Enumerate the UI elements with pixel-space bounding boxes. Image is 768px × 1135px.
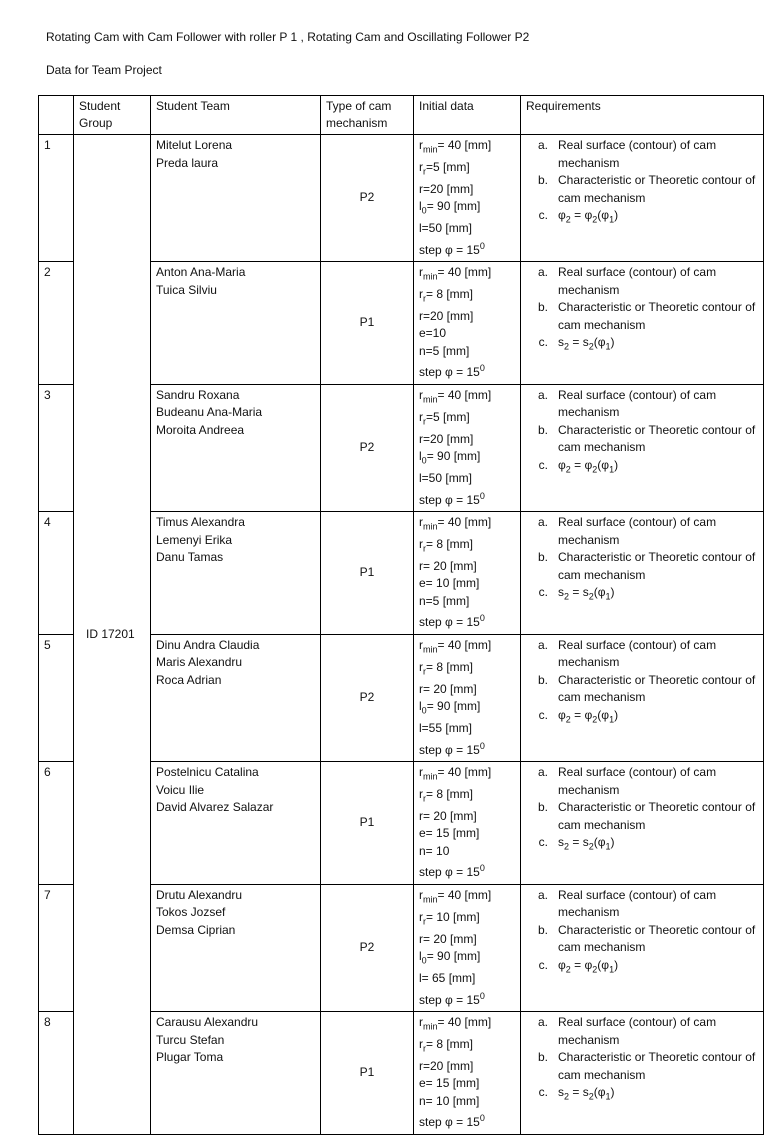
header-cell: Type of cam mechanism [321,96,414,135]
requirement-item [526,672,758,707]
requirement-marker: b. [537,1050,548,1065]
data-line: step $\varphi = 15^0$ [419,613,485,630]
requirements [521,884,764,1011]
team-member: Roca Adrian [156,672,222,687]
requirement-text: $\varphi_2 = \varphi_2(\varphi_1)$ [558,707,619,725]
team-member: Carausu Alexandru [156,1015,259,1030]
data-line: $r_{min}= 40$ [mm] [419,765,492,782]
data-line: $r_r=5$ [mm] [419,409,470,427]
requirement-text: Characteristic or Theoretic contour of cam mechanism [558,300,756,332]
team-member: Preda laura [156,155,219,170]
data-line: e= 15 [mm] [419,826,480,841]
data-line: $l_0= 90$ [mm] [419,699,481,716]
document-title: Rotating Cam with Cam Follower with roller P 1 , Rotating Cam and Oscillating Follower P2 [46,30,530,44]
requirement-item [526,1014,758,1049]
requirement-text: Real surface (contour) of cam mechanism [558,765,717,797]
data-line: $l_0= 90$ [mm] [419,449,481,466]
header-cell: Initial data [414,96,521,135]
requirement-text: Characteristic or Theoretic contour of cam mechanism [558,550,756,582]
data-line: n= 10 [mm] [419,1093,480,1108]
requirement-marker: a. [537,765,548,780]
requirement-marker: a. [537,1015,548,1030]
requirements [521,634,764,761]
data-line: $r_r=5$ [mm] [419,159,470,177]
team-member: Timus Alexandra [156,515,245,530]
requirement-marker: c. [538,707,548,722]
student-team [151,634,321,761]
student-team [151,512,321,635]
requirement-marker: c. [538,1085,548,1100]
data-line: step $\varphi = 15^0$ [419,363,485,380]
initial-data [414,512,521,635]
requirement-item [526,264,758,299]
requirement-marker: a. [537,387,548,402]
data-line: l=50 [mm] [419,471,473,486]
team-member: Drutu Alexandru [156,887,243,902]
requirement-text: Characteristic or Theoretic contour of cam mechanism [558,672,756,705]
data-line: step $\varphi = 15^0$ [419,1113,485,1130]
initial-data [414,884,521,1011]
requirement-text: Characteristic or Theoretic contour of cam mechanism [558,173,756,205]
requirements [521,384,764,511]
requirement-text: Characteristic or Theoretic contour of cam mechanism [558,922,756,955]
requirement-text: Characteristic or Theoretic contour of cam mechanism [558,1050,756,1082]
requirement-item [526,799,758,834]
team-project-table [38,95,764,1135]
team-member: Demsa Ciprian [156,922,236,937]
row-number: 7 [39,884,74,1011]
data-line: step $\varphi = 15^0$ [419,990,485,1007]
student-team [151,262,321,385]
cam-type: P1 [321,762,414,885]
requirement-text: Characteristic or Theoretic contour of cam mechanism [558,800,756,832]
requirement-text: Real surface (contour) of cam mechanism [558,387,717,420]
cam-type: P2 [321,634,414,761]
requirement-item [526,834,758,856]
team-member: Plugar Toma [156,1050,224,1065]
data-line: $r_r= 8$ [mm] [419,537,474,554]
student-team [151,884,321,1011]
requirement-text: Real surface (contour) of cam mechanism [558,265,717,297]
data-line: e= 10 [mm] [419,576,480,591]
team-member: Dinu Andra Claudia [156,637,260,652]
row-number: 1 [39,135,74,262]
data-line: $r_{min}= 40$ [mm] [419,1015,492,1032]
row-number: 8 [39,1012,74,1135]
data-line: n=5 [mm] [419,343,470,358]
requirement-item [526,514,758,549]
requirement-text: $\varphi_2 = \varphi_2(\varphi_1)$ [558,457,619,475]
requirement-marker: b. [537,422,548,437]
initial-data [414,135,521,262]
requirement-marker: c. [538,208,548,222]
data-line: $r_{min}= 40$ [mm] [419,138,492,155]
initial-data [414,1012,521,1135]
team-member: Anton Ana-Maria [156,265,246,280]
cam-type: P1 [321,262,414,385]
requirement-marker: a. [537,265,548,280]
requirements [521,1012,764,1135]
data-line: step $\varphi = 15^0$ [419,240,485,257]
student-team [151,135,321,262]
requirement-marker: c. [538,835,548,850]
data-line: n=5 [mm] [419,593,470,608]
requirement-marker: b. [537,550,548,565]
requirement-text: $\varphi_2 = \varphi_2(\varphi_1)$ [558,957,619,975]
initial-data [414,384,521,511]
requirement-text: $s_2 = s_2(\varphi_1)$ [558,585,615,602]
requirement-item [526,957,758,979]
requirement-text: $s_2 = s_2(\varphi_1)$ [558,1085,615,1102]
requirement-marker: b. [537,173,548,187]
requirement-text: Characteristic or Theoretic contour of cam mechanism [558,422,756,455]
team-member: Tuica Silviu [156,282,217,297]
team-member: David Alvarez Salazar [156,800,274,815]
data-line: $r_r= 10$ [mm] [419,909,480,927]
data-line: r= 20 [mm] [419,808,477,823]
requirement-marker: a. [537,138,548,152]
team-member: Mitelut Lorena [156,138,233,152]
requirement-item [526,299,758,334]
requirement-marker: a. [537,515,548,530]
row-number: 3 [39,384,74,511]
data-line: r=20 [mm] [419,308,474,323]
requirement-item [526,637,758,672]
requirements [521,135,764,262]
team-member: Sandru Roxana [156,387,240,402]
data-line: $r_{min}= 40$ [mm] [419,515,492,532]
requirement-item [526,387,758,422]
row-number: 5 [39,634,74,761]
data-line: e=10 [419,326,447,341]
requirement-marker: c. [538,585,548,600]
data-line: l=50 [mm] [419,221,473,236]
requirement-text: Real surface (contour) of cam mechanism [558,138,717,170]
row-number: 6 [39,762,74,885]
header-cell [39,96,74,135]
requirement-marker: c. [538,335,548,350]
data-line: $r_r= 8$ [mm] [419,659,474,677]
requirement-marker: a. [537,887,548,902]
initial-data [414,762,521,885]
data-line: $r_r= 8$ [mm] [419,786,474,804]
data-line: $r_{min}= 40$ [mm] [419,637,492,655]
team-member: Danu Tamas [156,550,224,565]
header-cell: Requirements [521,96,764,135]
requirement-text: $s_2 = s_2(\varphi_1)$ [558,335,615,352]
data-line: n= 10 [419,843,450,858]
data-line: r= 20 [mm] [419,558,477,573]
requirements [521,512,764,635]
requirement-text: Real surface (contour) of cam mechanism [558,887,717,920]
requirement-marker: b. [537,672,548,687]
data-line: $l_0= 90$ [mm] [419,949,481,966]
requirement-item [526,584,758,606]
data-line: step $\varphi = 15^0$ [419,490,485,507]
header-cell: Student Group [74,96,151,135]
document-subtitle: Data for Team Project [46,63,162,77]
requirement-item [526,922,758,957]
cam-type: P1 [321,512,414,635]
cam-type: P2 [321,884,414,1011]
data-line: r=20 [mm] [419,181,474,196]
data-line: r= 20 [mm] [419,931,477,946]
table-header-row [39,96,764,135]
data-line: $r_r= 8$ [mm] [419,287,474,304]
requirement-marker: c. [538,957,548,972]
requirement-item [526,764,758,799]
requirement-text: Real surface (contour) of cam mechanism [558,637,717,670]
team-member: Budeanu Ana-Maria [156,405,263,420]
team-member: Postelnicu Catalina [156,765,259,780]
requirement-item [526,1084,758,1106]
requirement-text: Real surface (contour) of cam mechanism [558,1015,717,1047]
requirement-item [526,137,758,172]
requirement-text: Real surface (contour) of cam mechanism [558,515,717,547]
data-line: l= 65 [mm] [419,971,476,986]
requirement-marker: c. [538,457,548,472]
team-member: Voicu Ilie [156,782,205,797]
data-line: step $\varphi = 15^0$ [419,740,485,757]
cam-type: P1 [321,1012,414,1135]
requirement-item [526,887,758,922]
team-member: Moroita Andreea [156,422,245,437]
data-line: r=20 [mm] [419,431,474,446]
requirements [521,762,764,885]
requirement-marker: b. [537,800,548,815]
requirement-item [526,707,758,729]
requirement-item [526,334,758,356]
data-line: r= 20 [mm] [419,681,477,696]
row-number: 4 [39,512,74,635]
initial-data [414,634,521,761]
requirement-item [526,172,758,207]
requirement-text: $s_2 = s_2(\varphi_1)$ [558,835,615,852]
team-member: Lemenyi Erika [156,532,233,547]
header-cell: Student Team [151,96,321,135]
student-team [151,1012,321,1135]
data-line: e= 15 [mm] [419,1076,480,1091]
team-member: Tokos Jozsef [156,905,226,920]
data-line: $r_{min}= 40$ [mm] [419,887,492,905]
student-team [151,384,321,511]
requirement-marker: b. [537,922,548,937]
requirements [521,262,764,385]
team-member: Turcu Stefan [156,1032,225,1047]
data-line: l=55 [mm] [419,721,473,736]
cam-type: P2 [321,384,414,511]
requirement-item [526,1049,758,1084]
table-row [39,135,764,262]
requirement-item [526,422,758,457]
cam-type: P2 [321,135,414,262]
initial-data [414,262,521,385]
student-group: ID 17201 [74,135,151,1135]
data-line: step $\varphi = 15^0$ [419,863,485,880]
requirement-marker: b. [537,300,548,315]
requirement-item [526,549,758,584]
requirement-text: $\varphi_2 = \varphi_2(\varphi_1)$ [558,208,619,225]
data-line: r=20 [mm] [419,1058,474,1073]
requirement-item [526,457,758,479]
requirement-marker: a. [537,637,548,652]
row-number: 2 [39,262,74,385]
data-line: $r_{min}= 40$ [mm] [419,387,492,405]
student-team [151,762,321,885]
data-line: $r_r= 8$ [mm] [419,1036,474,1054]
data-line: $l_0= 90$ [mm] [419,199,481,216]
data-line: $r_{min}= 40$ [mm] [419,265,492,282]
requirement-item [526,207,758,229]
team-member: Maris Alexandru [156,655,243,670]
